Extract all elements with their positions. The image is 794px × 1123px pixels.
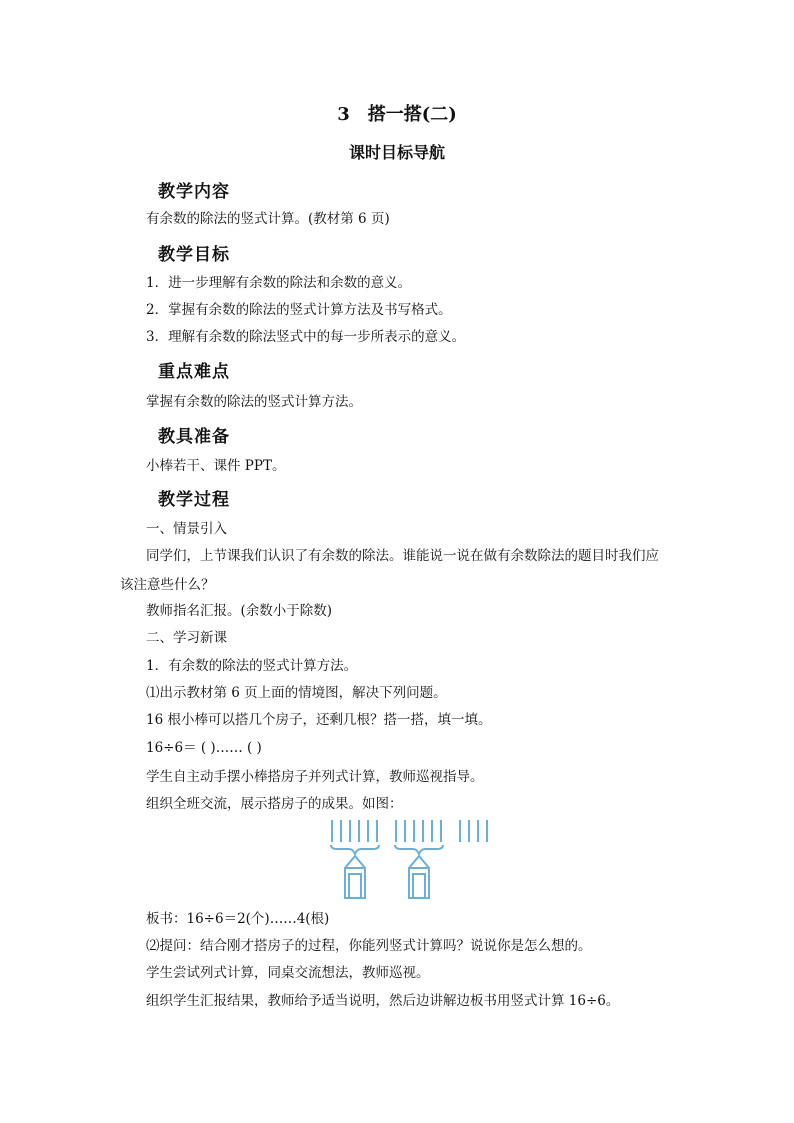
key-points-text: 掌握有余数的除法的竖式计算方法。 [146, 394, 362, 410]
lesson-number: 3 [337, 104, 350, 125]
part2-label: 二、学习新课 [146, 630, 227, 646]
part1-label: 一、情景引入 [146, 521, 227, 537]
part1-line: 教师指名汇报。(余数小于除数) [146, 603, 333, 619]
lesson-title [0, 100, 794, 126]
lesson-subtitle: 课时目标导航 [348, 143, 445, 162]
heading-goals: 教学目标 [158, 245, 230, 265]
step-text: 1．有余数的除法的竖式计算方法。 [146, 658, 358, 674]
goal-item: 3．理解有余数的除法竖式中的每一步所表示的意义。 [146, 329, 466, 345]
brace [395, 845, 443, 854]
goal-item: 1．进一步理解有余数的除法和余数的意义。 [146, 275, 412, 291]
board-text: 板书：16÷6＝2(个)……4(根) [146, 911, 330, 927]
heading-process: 教学过程 [158, 490, 230, 510]
equation-blank: 16÷6＝ ( )…… ( ) [146, 740, 262, 756]
activity-text: 学生尝试列式计算，同桌交流想法，教师巡视。 [146, 965, 430, 981]
question-text: 16 根小棒可以搭几个房子，还剩几根？搭一搭，填一填。 [146, 712, 492, 728]
step-text: ⑵提问：结合刚才搭房子的过程，你能列竖式计算吗？说说你是怎么想的。 [146, 938, 592, 954]
content-text: 有余数的除法的竖式计算。(教材第 6 页) [146, 211, 390, 227]
brace [331, 845, 379, 854]
stick-group [331, 820, 487, 898]
house-icon [345, 856, 365, 898]
heading-key-points: 重点难点 [158, 362, 230, 382]
lesson-title-text: 搭一搭(二) [367, 104, 457, 125]
activity-text: 组织学生汇报结果，教师给予适当说明，然后边讲解边板书用竖式计算 16÷6。 [146, 993, 620, 1009]
step-text: ⑴出示教材第 6 页上面的情境图，解决下列问题。 [146, 685, 447, 701]
house-icon [409, 856, 429, 898]
activity-text: 学生自主动手摆小棒搭房子并列式计算，教师巡视指导。 [146, 769, 484, 785]
heading-materials: 教具准备 [158, 427, 230, 447]
part1-line: 同学们，上节课我们认识了有余数的除法。谁能说一说在做有余数除法的题目时我们应 [146, 548, 659, 564]
heading-content: 教学内容 [158, 182, 230, 202]
part1-line: 该注意些什么？ [120, 577, 215, 593]
sticks-houses-figure [329, 818, 491, 902]
goal-item: 2．掌握有余数的除法的竖式计算方法及书写格式。 [146, 302, 452, 318]
materials-text: 小棒若干、课件 PPT。 [146, 458, 286, 474]
activity-text: 组织全班交流，展示搭房子的成果。如图： [146, 796, 403, 812]
